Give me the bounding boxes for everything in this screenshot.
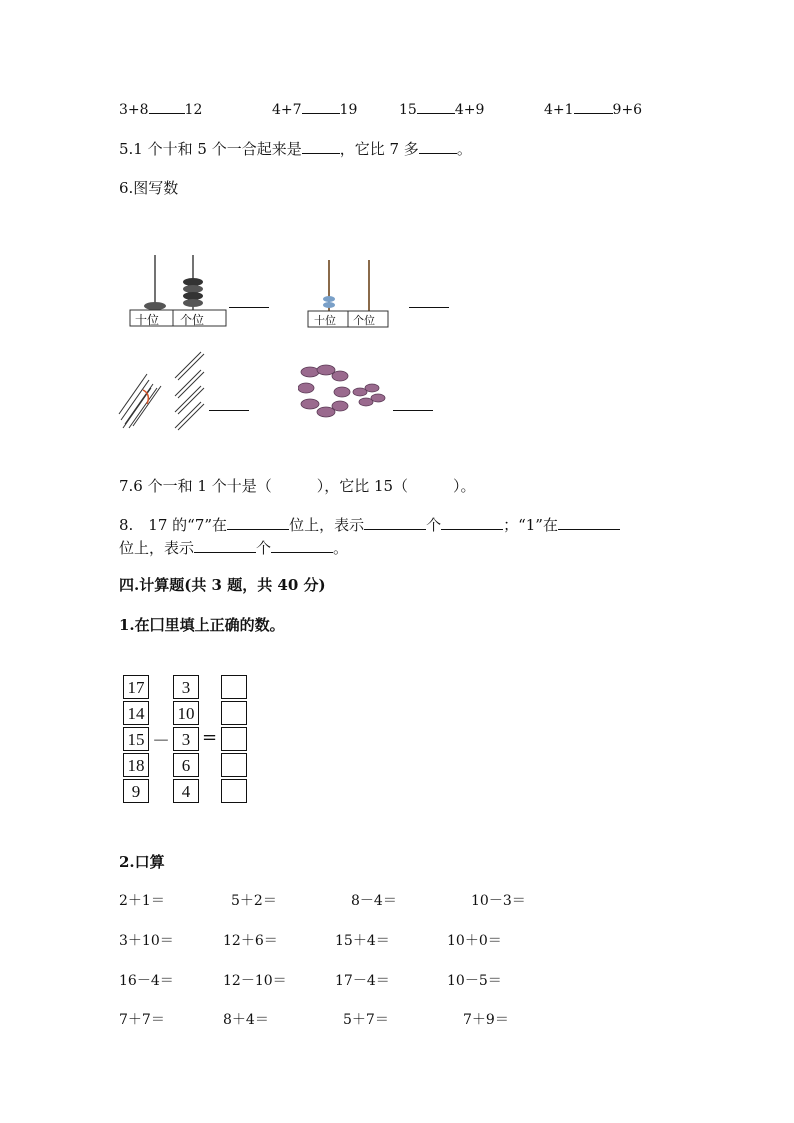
compare-item: [272, 99, 357, 118]
question-7: 7.6 个一和 1 个十是（ ），它比 15（ ）。: [119, 477, 476, 495]
q5-text-b: ，它比 7 多: [339, 140, 419, 158]
leaves-drawing: [298, 362, 388, 422]
q8-blank-2[interactable]: [364, 515, 426, 530]
math-item: 17－4＝: [335, 973, 390, 989]
minuend-cell: 9: [123, 779, 149, 803]
math-item: 15＋4＝: [335, 933, 390, 949]
math-item: 3＋10＝: [119, 933, 174, 949]
math-item: 16－4＝: [119, 973, 174, 989]
q8-text-g: 。: [333, 539, 349, 557]
abacus-answer-blank-1[interactable]: [229, 307, 269, 308]
compare-blank[interactable]: [417, 99, 455, 114]
answer-cell[interactable]: [221, 779, 247, 803]
q5-blank-1[interactable]: [302, 139, 340, 154]
minuend-cell: 18: [123, 753, 149, 777]
q5-text-a: 5.1 个十和 5 个一合起来是: [119, 140, 302, 158]
q8-blank-6[interactable]: [271, 538, 333, 553]
q8-text-e: 位上，表示: [119, 539, 195, 557]
sticks-drawing: [115, 348, 205, 433]
abacus-answer-blank-2[interactable]: [409, 307, 449, 308]
compare-right: 19: [339, 102, 358, 118]
tens-label: 十位: [314, 314, 336, 327]
math-item: 12＋6＝: [223, 933, 278, 949]
leaves-figure: [298, 362, 388, 422]
question-8-line-2: [119, 537, 348, 558]
compare-left: 4+1: [544, 102, 574, 118]
question-5: [119, 138, 472, 159]
question-8-line-1: [119, 514, 620, 535]
minuend-cell: 15: [123, 727, 149, 751]
q8-blank-3[interactable]: [441, 515, 503, 530]
ones-label: 个位: [180, 313, 205, 327]
answer-cell[interactable]: [221, 701, 247, 725]
sticks-answer-blank[interactable]: [209, 410, 249, 411]
q8-text-b: 位上，表示: [289, 516, 365, 534]
minuend-cell: 17: [123, 675, 149, 699]
math-item: 5＋7＝: [343, 1012, 389, 1028]
minuend-cell: 14: [123, 701, 149, 725]
compare-right: 9+6: [612, 102, 643, 118]
subtrahend-cell: 4: [173, 779, 199, 803]
q8-text-d: ；“1”在: [503, 516, 558, 534]
compare-blank[interactable]: [149, 99, 185, 114]
subtrahend-cell: 3: [173, 675, 199, 699]
answer-cell[interactable]: [221, 675, 247, 699]
q8-blank-5[interactable]: [194, 538, 256, 553]
math-item: 10－3＝: [471, 893, 526, 909]
answer-cell[interactable]: [221, 753, 247, 777]
q6-title: 6.图写数: [119, 179, 179, 197]
abacus-figure-1: [125, 250, 235, 330]
answer-cell[interactable]: [221, 727, 247, 751]
math-item: 12－10＝: [223, 973, 287, 989]
math-item: 7＋9＝: [463, 1012, 509, 1028]
abacus-figure-2: [305, 255, 395, 330]
q8-text-f: 个: [256, 539, 272, 557]
math-item: 7＋7＝: [119, 1012, 165, 1028]
math-item: 8＋4＝: [223, 1012, 269, 1028]
compare-blank[interactable]: [574, 99, 613, 114]
subtrahend-cell: 3: [173, 727, 199, 751]
subtrahend-cell: 10: [173, 701, 199, 725]
sticks-figure: [115, 348, 205, 433]
math-item: 10－5＝: [447, 973, 502, 989]
compare-item: [544, 99, 642, 118]
compare-left: 15: [399, 102, 417, 118]
compare-left: 3+8: [119, 102, 149, 118]
math-item: 8－4＝: [351, 893, 397, 909]
compare-blank[interactable]: [302, 99, 340, 114]
q8-text-c: 个: [426, 516, 442, 534]
q5-blank-2[interactable]: [419, 139, 457, 154]
ones-label: 个位: [353, 314, 375, 327]
q8-text-a: 8. 17 的“7”在: [119, 516, 228, 534]
math-item: 5＋2＝: [231, 893, 277, 909]
compare-left: 4+7: [272, 102, 302, 118]
q8-blank-1[interactable]: [227, 515, 289, 530]
leaves-answer-blank[interactable]: [393, 410, 433, 411]
subtrahend-cell: 6: [173, 753, 199, 777]
math-item: 2＋1＝: [119, 893, 165, 909]
compare-right: 4+9: [454, 102, 485, 118]
calc-1-title: 1.在囗里填上正确的数。: [119, 616, 285, 634]
compare-item: [119, 99, 202, 118]
section-4-title: 四.计算题(共 3 题，共 40 分): [119, 576, 326, 594]
calc-2-title: 2.口算: [119, 853, 165, 871]
compare-item: [399, 99, 484, 118]
q8-blank-4[interactable]: [558, 515, 620, 530]
minus-sign: －: [152, 731, 170, 752]
equals-sign: =: [202, 727, 218, 748]
tens-label: 十位: [135, 313, 160, 327]
math-item: 10＋0＝: [447, 933, 502, 949]
compare-right: 12: [184, 102, 203, 118]
q5-text-c: 。: [456, 140, 472, 158]
